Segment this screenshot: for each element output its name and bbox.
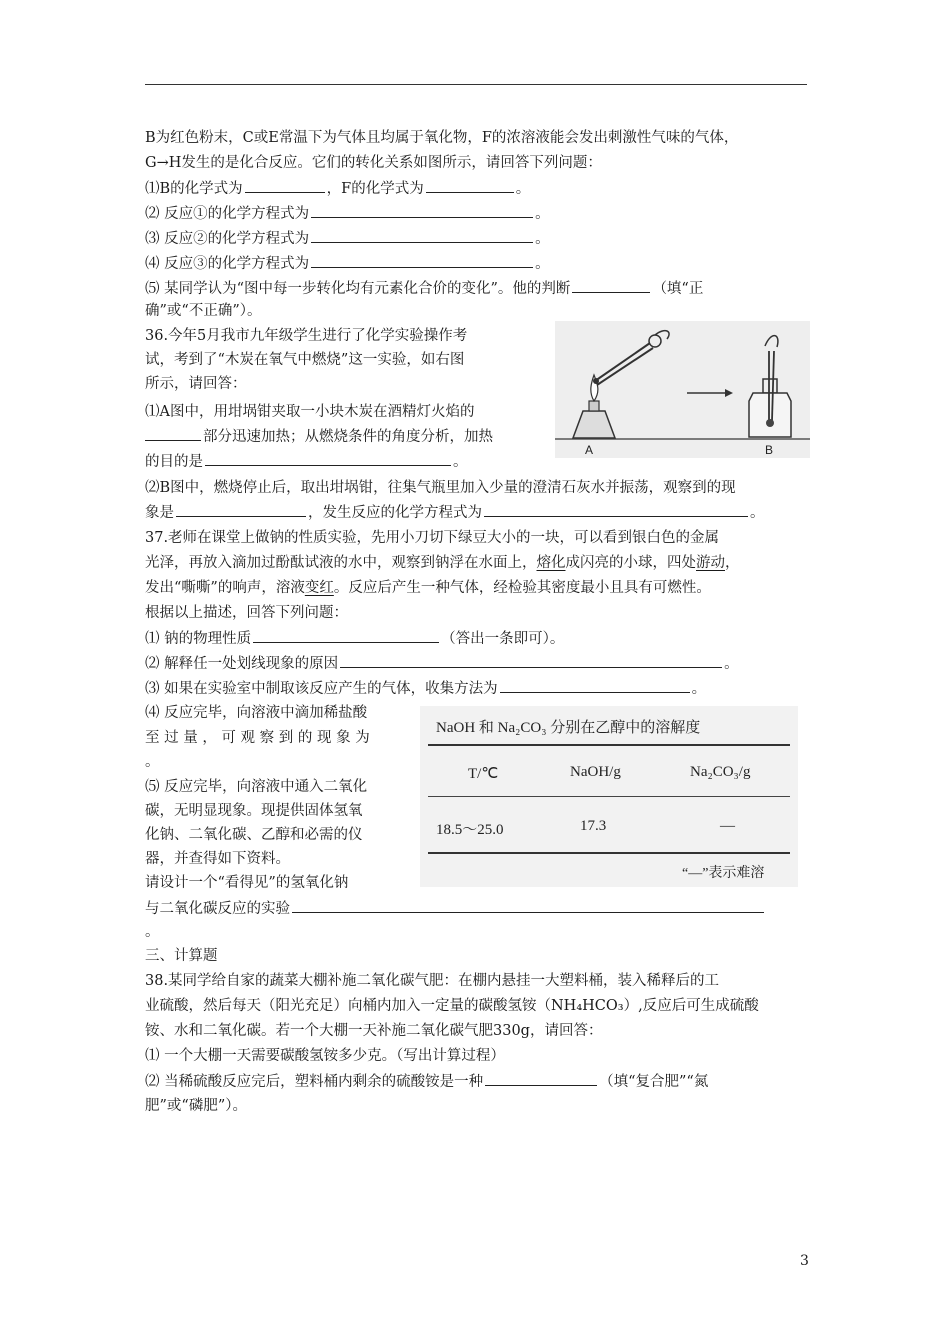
- table-header: T/℃: [468, 766, 499, 782]
- q37-line: 根据以上描述，回答下列问题：: [145, 605, 348, 621]
- answer-blank[interactable]: [253, 628, 439, 643]
- answer-blank[interactable]: [311, 253, 533, 268]
- table-cell: 17.3: [580, 818, 607, 834]
- table-cell: 18.5～25.0: [436, 822, 504, 838]
- q38-line: 铵、水和二氧化碳。若一个大棚一天补施二氧化碳气肥330g，请回答：: [145, 1023, 603, 1039]
- q38-part2: 肥”或“磷肥”）。: [145, 1098, 247, 1114]
- q35-part2: ⑵ 反应①的化学方程式为 。: [145, 203, 550, 224]
- q37-part5: ⑸ 反应完毕，向溶液中通入二氧化: [145, 779, 368, 795]
- solubility-table: [420, 706, 798, 887]
- q37-part5: 。: [145, 924, 160, 940]
- q37-part4: ⑷ 反应完毕，向溶液中滴加稀盐酸: [145, 705, 368, 721]
- charcoal-experiment-figure: [555, 321, 810, 458]
- answer-blank[interactable]: [484, 502, 748, 517]
- text-line: B为红色粉末，C或E常温下为气体且均属于氧化物，F的浓溶液能会发出刺激性气味的气体，: [145, 130, 739, 146]
- q35-part5: ⑸ 某同学认为“图中每一步转化均有元素化合价的变化”。他的判断 （填“正: [145, 278, 703, 299]
- q37-line: 发出“嘶嘶”的响声，溶液变红。反应后产生一种气体，经检验其密度最小且具有可燃性。: [145, 580, 711, 596]
- q36-part1: ⑴A图中，用坩埚钳夹取一小块木炭在酒精灯火焰的: [145, 404, 475, 420]
- q37-line: 37.老师在课堂上做钠的性质实验，先用小刀切下绿豆大小的一块，可以看到银白色的金属: [145, 530, 720, 546]
- table-rule: [428, 796, 790, 797]
- q37-part5: 请设计一个“看得见”的氢氧化钠: [145, 875, 349, 891]
- q37-part5: 与二氧化碳反应的实验: [145, 898, 766, 919]
- q36-part1: 的目的是 。: [145, 451, 468, 472]
- table-header: Na₂CO₃/g: [690, 764, 751, 780]
- underlined-phenomenon: 变红: [304, 580, 334, 596]
- answer-blank[interactable]: [205, 451, 451, 466]
- answer-blank[interactable]: [145, 426, 201, 441]
- q37-part2: ⑵ 解释任一处划线现象的原因 。: [145, 653, 739, 674]
- q38-line: 业硫酸，然后每天（阳光充足）向桶内加入一定量的碳酸氢铵（NH₄HCO₃）,反应后可生成硫酸: [145, 998, 759, 1014]
- answer-blank[interactable]: [311, 203, 533, 218]
- header-rule: [145, 84, 807, 85]
- q37-part5: 碳，无明显现象。现提供固体氢氧: [145, 803, 363, 819]
- answer-blank[interactable]: [340, 653, 722, 668]
- text-line: G→H发生的是化合反应。它们的转化关系如图所示，请回答下列问题：: [145, 155, 602, 171]
- answer-blank[interactable]: [176, 502, 306, 517]
- table-title: NaOH 和 Na₂CO₃ 分别在乙醇中的溶解度: [436, 720, 701, 736]
- q36-part2: ⑵B图中，燃烧停止后，取出坩埚钳，往集气瓶里加入少量的澄清石灰水并振荡，观察到的现: [145, 480, 736, 496]
- q36-part2: 象是 ，发生反应的化学方程式为 。: [145, 502, 765, 523]
- figure-label-a: A: [585, 443, 594, 457]
- answer-blank[interactable]: [426, 178, 514, 193]
- text-line: 确”或“不正确”）。: [145, 303, 262, 319]
- answer-blank[interactable]: [500, 678, 690, 693]
- answer-blank[interactable]: [311, 228, 533, 243]
- answer-blank[interactable]: [245, 178, 325, 193]
- q35-part4: ⑷ 反应③的化学方程式为 。: [145, 253, 550, 274]
- q37-part1: ⑴ 钠的物理性质 （答出一条即可）。: [145, 628, 564, 649]
- q36-line: 试，考到了“木炭在氧气中燃烧”这一实验，如右图: [145, 352, 465, 368]
- table-cell: —: [720, 818, 735, 834]
- underlined-phenomenon: 游动: [696, 555, 725, 571]
- q35-part1: ⑴B的化学式为 ，F的化学式为 。: [145, 178, 530, 199]
- figure-label-b: B: [765, 443, 774, 457]
- q36-part1: 部分迅速加热；从燃烧条件的角度分析，加热: [145, 426, 493, 447]
- answer-blank[interactable]: [292, 898, 764, 913]
- table-rule: [428, 852, 790, 854]
- q37-part5: 化钠、二氧化碳、乙醇和必需的仪: [145, 827, 363, 843]
- page-number: 3: [800, 1253, 809, 1269]
- q35-part3: ⑶ 反应②的化学方程式为 。: [145, 228, 550, 249]
- q37-part3: ⑶ 如果在实验室中制取该反应产生的气体，收集方法为 。: [145, 678, 706, 699]
- q37-part4: 至 过 量 ， 可 观 察 到 的 现 象 为: [145, 730, 370, 746]
- section-title: 三、计算题: [145, 948, 218, 964]
- q36-line: 所示，请回答：: [145, 376, 247, 392]
- q38-line: 38.某同学给自家的蔬菜大棚补施二氧化碳气肥：在棚内悬挂一大塑料桶，装入稀释后的工: [145, 973, 720, 989]
- answer-blank[interactable]: [485, 1071, 597, 1086]
- q36-line: 36.今年5月我市九年级学生进行了化学实验操作考: [145, 328, 468, 344]
- q38-part1: ⑴ 一个大棚一天需要碳酸氢铵多少克。（写出计算过程）: [145, 1048, 505, 1064]
- table-note: “—”表示难溶: [682, 866, 765, 881]
- q38-part2: ⑵ 当稀硫酸反应完后，塑料桶内剩余的硫酸铵是一种 （填“复合肥”“氮: [145, 1071, 708, 1092]
- table-header: NaOH/g: [570, 764, 621, 780]
- answer-blank[interactable]: [572, 278, 650, 293]
- q37-line: 光泽，再放入滴加过酚酞试液的水中，观察到钠浮在水面上，熔化成闪亮的小球，四处游动，: [145, 555, 740, 571]
- q37-part4: 。: [145, 754, 160, 770]
- underlined-phenomenon: 熔化: [536, 555, 566, 571]
- q37-part5: 器，并查得如下资料。: [145, 851, 290, 867]
- charcoal-experiment-illustration: [555, 321, 810, 458]
- table-rule: [428, 744, 790, 746]
